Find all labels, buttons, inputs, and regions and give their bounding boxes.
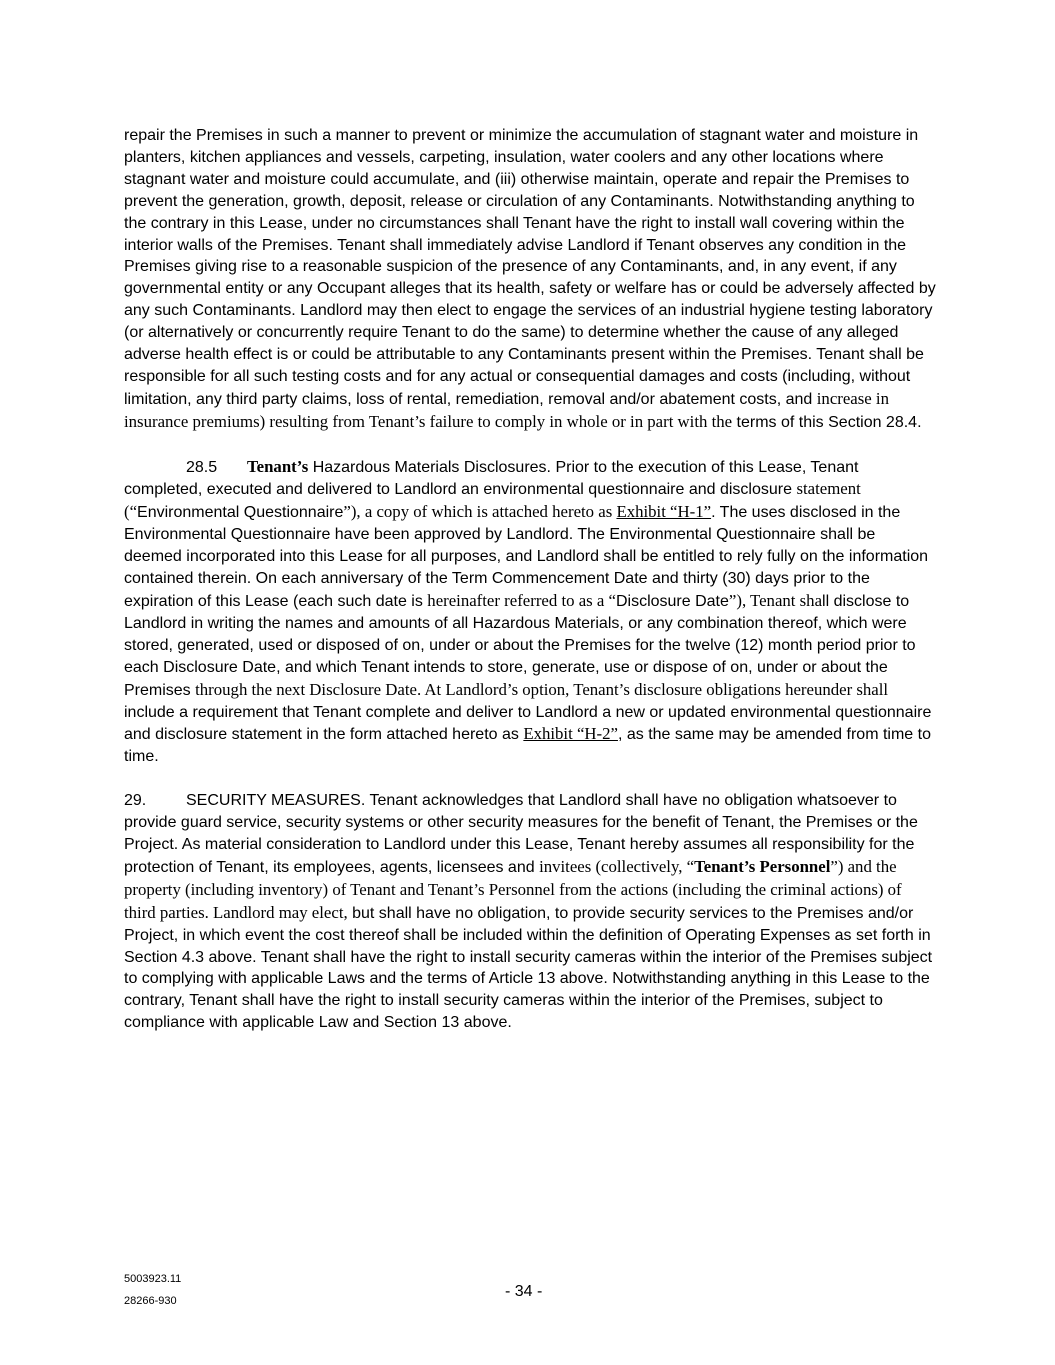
text-run: ll disclose to Landlord in writing the names and amounts of all Hazardous Materials, or any combination thereof, which were stored, generated, used or disposed of on, under or about the Premises for the twelve (12) month period prior to each Disclosure Date, and which Tenant intends to store, generate, use or dispose of on, under or about the Premises <box>124 593 916 699</box>
text-run: through the next Disclosure Date. At Landlord’s option, Tenant’s disclosure obligations hereunder shall <box>195 679 889 699</box>
text-run: Prior to the execution of this Lease, Tenant completed, executed and delivered to Landlord an environmental questionnaire and disclosure <box>124 458 859 499</box>
exhibit-reference: Exhibit “H-1” <box>616 502 712 522</box>
paragraph-28-5 <box>124 456 936 769</box>
defined-term: Tenant’s Personnel <box>694 856 831 876</box>
section-heading: Hazardous Materials Disclosures. <box>308 458 551 476</box>
paragraph-29 <box>124 790 936 1034</box>
defined-term: Environmental Questionnaire <box>137 504 344 522</box>
document-id: 5003923.11 <box>124 1273 182 1285</box>
text-run: uses disclosed in the Environmental Questionnaire have been approved by Landlord. The Environmental Questionnaire shall be deemed incorporated into this Lease for all purposes, and Landlord shall be entitled to rely fully on the information contained therein. On each anniversary of the Term Commencement Date and thirty (30) days prior to the expiration of this Lease (each such date is <box>124 504 929 611</box>
text-run: ”) and the property (including inventory) of Tenant and Tenant’s Personnel from the actions (including the criminal actions) of third parties. Landlord may elect, <box>124 856 902 922</box>
text-run: Tenant acknowledges that Landlord shall have no obligation whatsoever to provide guard service, security systems or other security measures for the benefit of Tenant, the Premises or the Project. As material consideration to Landlord under this Lease, Tenant hereby assumes all responsibility for the protection of Tenant, its employees, agents, licensees and <box>124 792 918 876</box>
section-number: 28.5 <box>186 458 218 476</box>
footer-document-ids <box>124 1268 181 1312</box>
text-run: terms of this Section 28.4. <box>732 413 922 431</box>
text-run: invitees (collectively, “ <box>539 856 695 876</box>
exhibit-reference: Exhibit “H-2” <box>523 724 618 744</box>
text-run: ”), a copy of which is attached hereto as <box>343 502 617 522</box>
section-number: 29. <box>124 792 147 810</box>
text-run: but shall have no obligation, to provide security services to the Premises and/or Project, in which event the cost thereof shall be included within the definition of Operating Expenses as set forth in Section 4.3 above. Tenant shall have the right to install security cameras within the interior of the Premises subject to complying with applicable Laws and the terms of Article 13 above. Notwithstanding anything in this Lease to the contrary, Tenant shall have the right to install security cameras within the interior of the Premises, subject to compliance with applicable Law and Section 13 above. <box>124 904 933 1032</box>
text-run: ”), Tenant sha <box>728 591 823 611</box>
text-run: include a requirement that Tenant complete and deliver to Landlord a new or updated environmental questionnaire and disclosure statement in the form attached hereto as <box>124 703 932 744</box>
paragraph-28-4-continuation <box>124 125 936 434</box>
text-run: hereinafter referred to as a “ <box>427 591 616 611</box>
text-run: increase in insurance premiums) resulting from Tenant’s failure to comply in whole or in part with the <box>124 388 889 431</box>
section-heading: SECURITY MEASURES. <box>186 792 366 810</box>
document-body <box>124 125 936 1034</box>
defined-term: Disclosure Date <box>615 593 729 611</box>
matter-id: 28266-930 <box>124 1295 177 1307</box>
text-run: repair the Premises in such a manner to prevent or minimize the accumulation of stagnant water and moisture in planters, kitchen appliances and vessels, carpeting, insulation, water coolers and any other locations where stagnant water and moisture could accumulate, and (iii) otherwise maintain, operate and repair the Premises to prevent the generation, growth, deposit, release or circulation of any Contaminants. Notwithstanding anything to the contrary in this Lease, under no circumstances shall Tenant have the right to install wall covering within the interior walls of the Premises. Tenant shall immediately advise Landlord if Tenant observes any condition in the Premises giving rise to a reasonable suspicion of the presence of any Contaminants, and, in any event, if any governmental entity or any Occupant alleges that its health, safety or welfare has or could be adversely affected by any such Contaminants. Landlord may then elect to engage the services of an industrial hygiene testing laboratory (or alternatively or concurrently require Tenant to do the same) to determine whether the cause of any alleged adverse health effect is or could be attributable to any Contaminants present within the Premises. Tenant shall be responsible for all such testing costs and for any actual or consequential damages and costs (including, without limitation, any third party claims, loss of rental, remediation, removal and/or abatement costs, and <box>124 127 936 408</box>
text-run: . The <box>711 504 748 522</box>
text-run: statement (“ <box>124 479 861 522</box>
page-number: - 34 - <box>505 1283 543 1300</box>
text-run: , as the same may be amended from time to time. <box>124 726 931 766</box>
section-heading-bold: Tenant’s <box>247 456 309 476</box>
